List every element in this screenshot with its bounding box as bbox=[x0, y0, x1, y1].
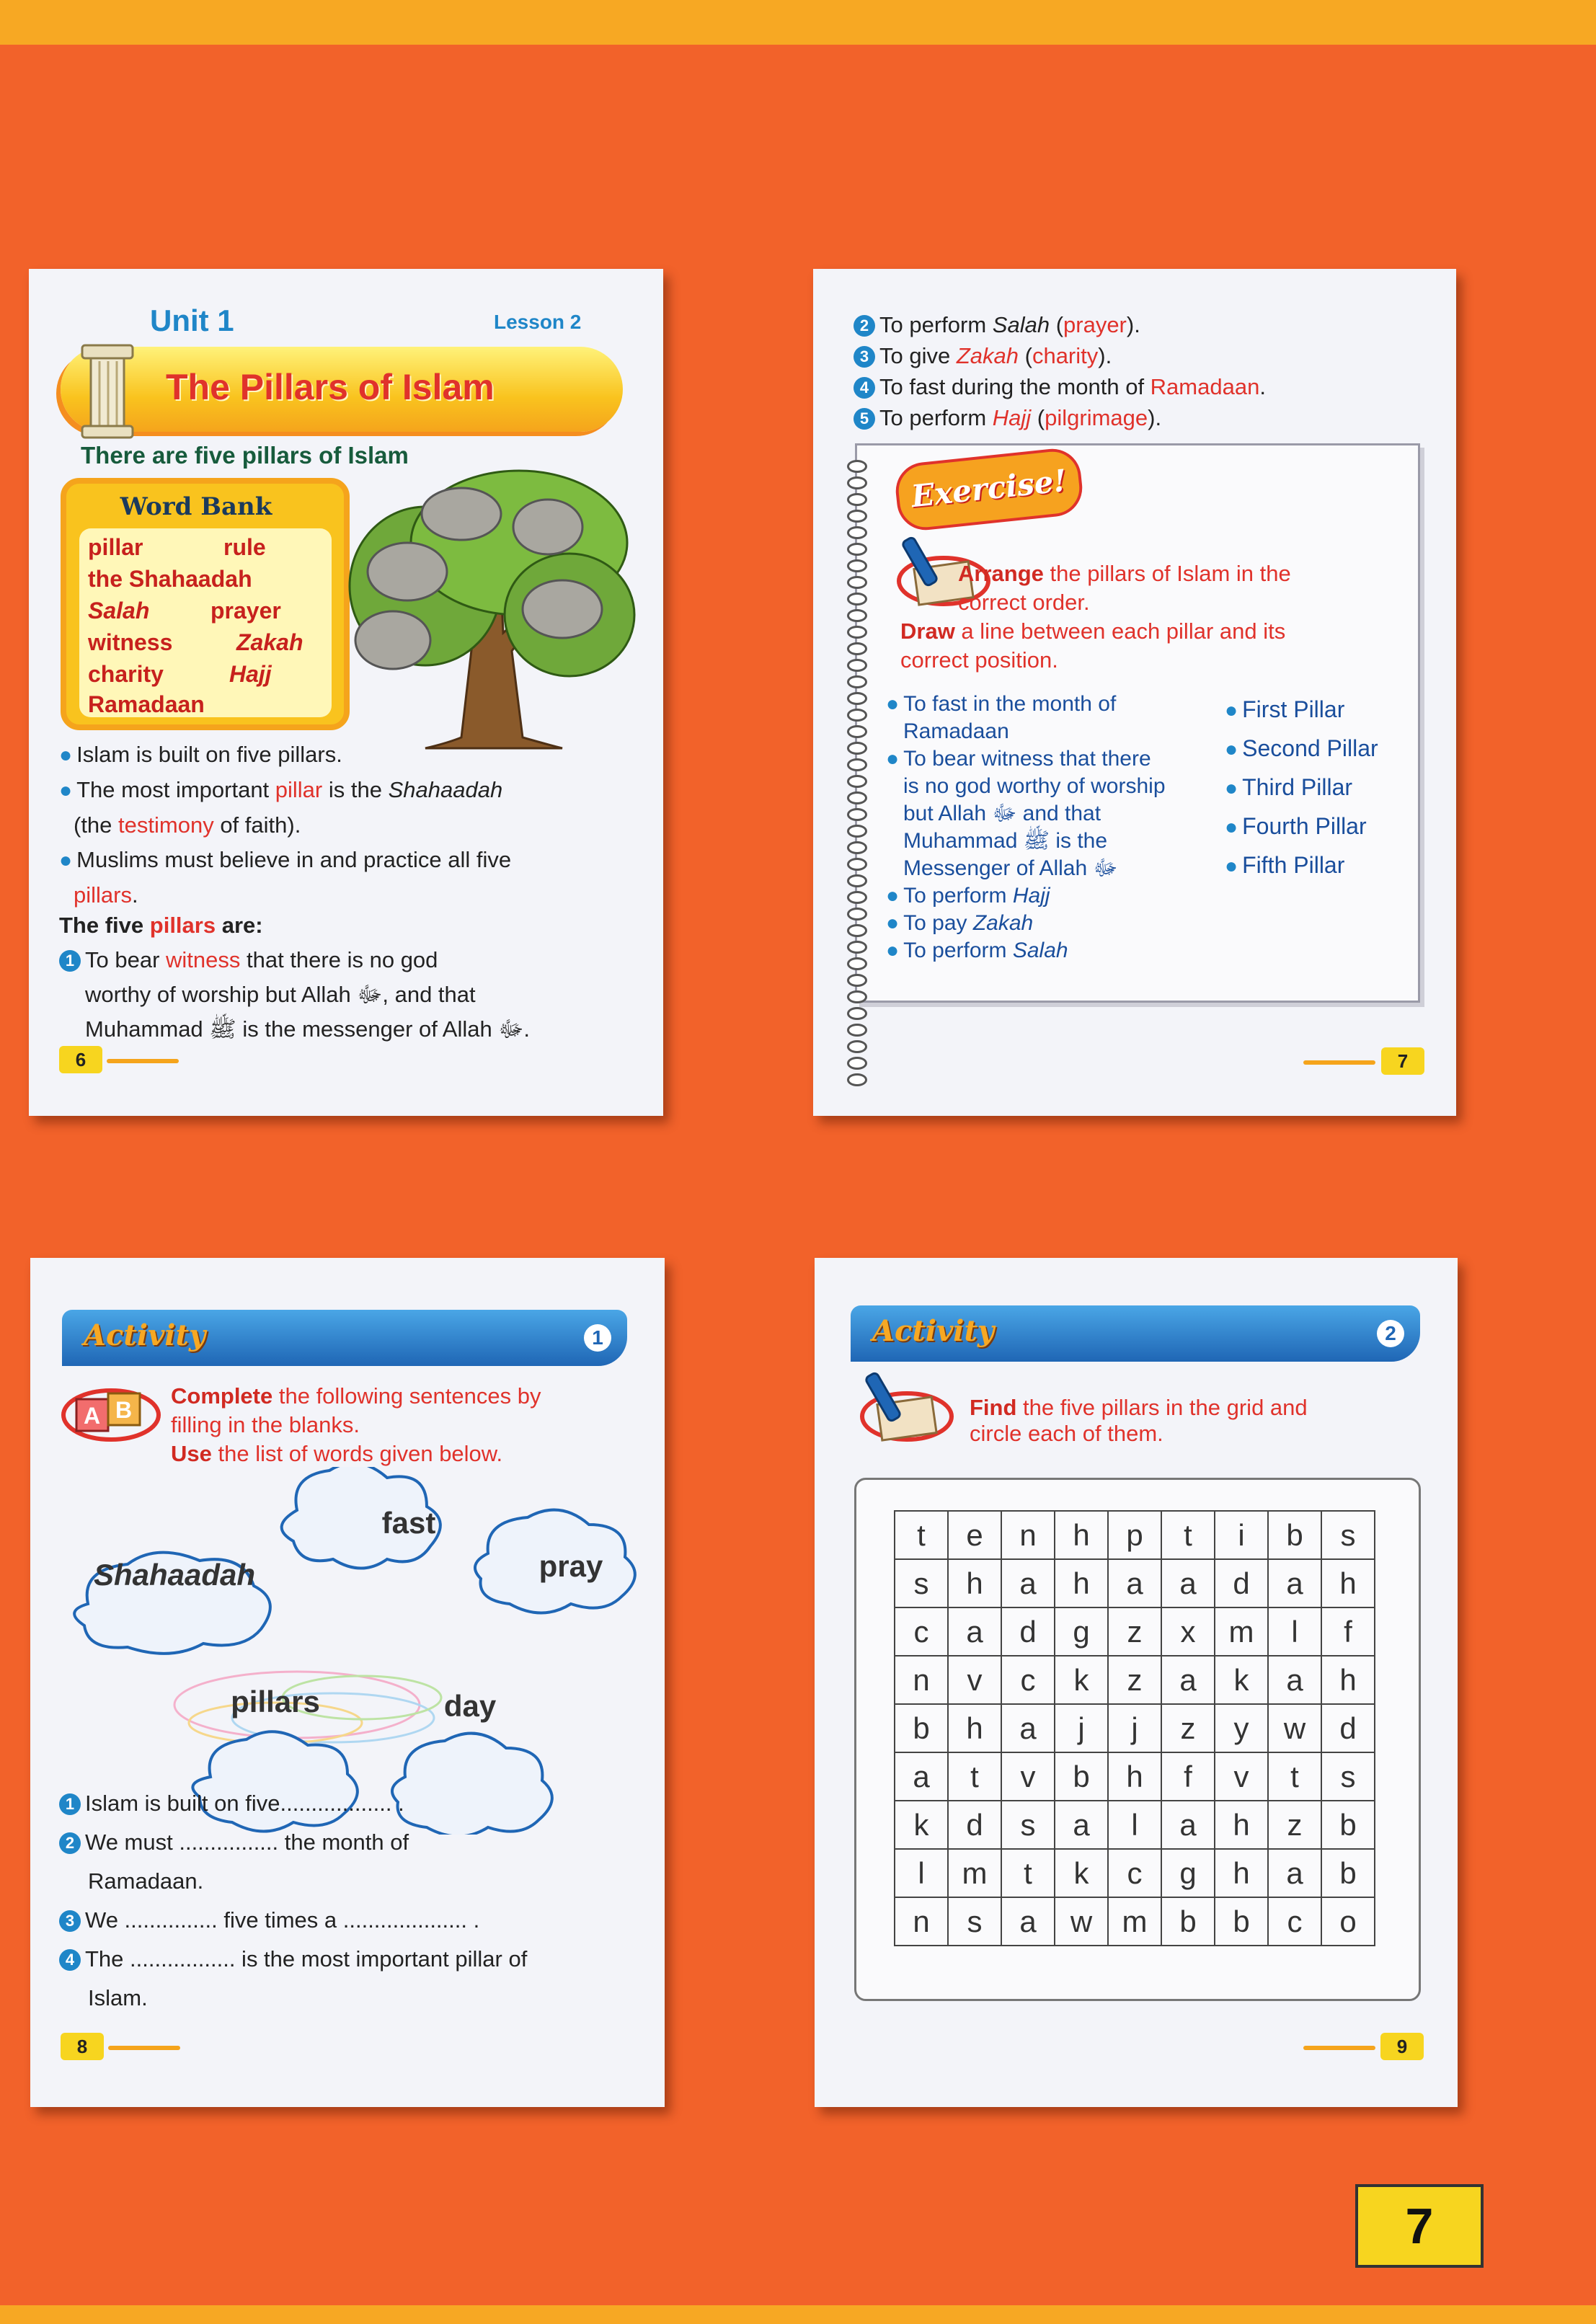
pillar-description: ● To perform Salah bbox=[886, 939, 1068, 962]
grid-letter-cell[interactable]: z bbox=[1108, 1607, 1161, 1656]
svg-text:A: A bbox=[84, 1403, 101, 1429]
pillar-order-item: ● Fifth Pillar bbox=[1225, 852, 1345, 878]
grid-letter-cell[interactable]: p bbox=[1108, 1511, 1161, 1559]
grid-letter-cell[interactable]: a bbox=[1161, 1559, 1215, 1607]
pillar-description-cont: Messenger of Allah ﷻ bbox=[903, 856, 1118, 880]
grid-letter-cell[interactable]: z bbox=[1161, 1704, 1215, 1752]
pillar-description: ● To perform Hajj bbox=[886, 884, 1050, 908]
grid-letter-cell[interactable]: b bbox=[1321, 1849, 1375, 1897]
cloud-word-fast: fast bbox=[381, 1506, 436, 1540]
grid-letter-cell[interactable]: d bbox=[1321, 1704, 1375, 1752]
grid-letter-cell[interactable]: h bbox=[1055, 1559, 1108, 1607]
grid-letter-cell[interactable]: h bbox=[948, 1704, 1001, 1752]
activity-banner bbox=[851, 1305, 1420, 1362]
word-bank-word: Hajj bbox=[229, 661, 272, 687]
grid-letter-cell[interactable]: s bbox=[895, 1559, 948, 1607]
grid-letter-cell[interactable]: c bbox=[1268, 1897, 1321, 1946]
lesson-label: Lesson 2 bbox=[494, 311, 582, 333]
grid-letter-cell[interactable]: s bbox=[1321, 1752, 1375, 1801]
grid-letter-cell[interactable]: l bbox=[1268, 1607, 1321, 1656]
page-number: 7 bbox=[1381, 1047, 1424, 1075]
grid-letter-cell[interactable]: h bbox=[1108, 1752, 1161, 1801]
grid-letter-cell[interactable]: a bbox=[1161, 1656, 1215, 1704]
grid-letter-cell[interactable]: k bbox=[1215, 1656, 1268, 1704]
pillar-item-1-cont: worthy of worship but Allah ﷻ, and that bbox=[85, 982, 476, 1007]
activity-instruction: Complete the following sentences by filling in the blanks. Use the list of words given below. bbox=[171, 1383, 541, 1466]
pillar-description: ● To bear witness that there bbox=[886, 747, 1151, 771]
grid-letter-cell[interactable]: s bbox=[1001, 1801, 1055, 1849]
grid-letter-cell[interactable]: a bbox=[895, 1752, 948, 1801]
grid-letter-cell[interactable]: g bbox=[1055, 1607, 1108, 1656]
page-number-line bbox=[107, 1059, 179, 1063]
grid-letter-cell[interactable]: c bbox=[895, 1607, 948, 1656]
bottom-border-strip bbox=[0, 2305, 1596, 2324]
pillar-description: ● To pay Zakah bbox=[886, 911, 1034, 935]
grid-letter-cell[interactable]: b bbox=[1055, 1752, 1108, 1801]
grid-letter-cell[interactable]: e bbox=[948, 1511, 1001, 1559]
word-bank-word: charity bbox=[88, 661, 164, 687]
pillar-description-cont: Ramadaan bbox=[903, 719, 1009, 743]
abc-blocks-icon bbox=[55, 1378, 163, 1450]
page-number-line bbox=[108, 2046, 180, 2050]
grid-letter-cell[interactable]: w bbox=[1055, 1897, 1108, 1946]
word-bank-word: rule bbox=[223, 534, 266, 560]
grid-letter-cell[interactable]: a bbox=[1268, 1559, 1321, 1607]
grid-letter-cell[interactable]: a bbox=[1268, 1656, 1321, 1704]
pillar-description-cont: is no god worthy of worship bbox=[903, 774, 1166, 798]
activity-label: Activity bbox=[84, 1318, 206, 1352]
bullet-item-cont: (the testimony of faith). bbox=[74, 812, 301, 838]
activity-label: Activity bbox=[872, 1314, 995, 1348]
grid-letter-cell[interactable]: t bbox=[948, 1752, 1001, 1801]
grid-letter-cell[interactable]: b bbox=[1268, 1511, 1321, 1559]
grid-letter-cell[interactable]: x bbox=[1161, 1607, 1215, 1656]
grid-letter-cell[interactable]: l bbox=[1108, 1801, 1161, 1849]
top-border-strip bbox=[0, 0, 1596, 45]
grid-letter-cell[interactable]: n bbox=[1001, 1511, 1055, 1559]
word-search-grid bbox=[894, 1510, 1375, 1946]
pillar-order-item: ● First Pillar bbox=[1225, 696, 1345, 722]
grid-letter-cell[interactable]: k bbox=[1055, 1849, 1108, 1897]
grid-letter-cell[interactable]: y bbox=[1215, 1704, 1268, 1752]
exercise-badge: Exercise! bbox=[893, 446, 1085, 533]
grid-letter-cell[interactable]: c bbox=[1001, 1656, 1055, 1704]
pillar-order-item: ● Second Pillar bbox=[1225, 735, 1378, 761]
grid-row bbox=[895, 1849, 1375, 1897]
pillar-column-icon bbox=[75, 341, 140, 442]
grid-letter-cell[interactable]: h bbox=[1215, 1849, 1268, 1897]
pillar-description-cont: Muhammad ﷺ is the bbox=[903, 829, 1108, 853]
book-page-9 bbox=[815, 1258, 1458, 2107]
bullet-item: ● Muslims must believe in and practice all five bbox=[59, 847, 512, 872]
grid-letter-cell[interactable]: h bbox=[1215, 1801, 1268, 1849]
grid-letter-cell[interactable]: t bbox=[1001, 1849, 1055, 1897]
grid-letter-cell[interactable]: t bbox=[895, 1511, 948, 1559]
word-bank bbox=[61, 478, 350, 730]
bullet-item-cont: pillars. bbox=[74, 882, 138, 908]
pillar-items-2-5 bbox=[854, 309, 1430, 433]
grid-letter-cell[interactable]: b bbox=[1215, 1897, 1268, 1946]
grid-letter-cell[interactable]: n bbox=[895, 1656, 948, 1704]
book-page-7 bbox=[813, 269, 1456, 1116]
intro-text: There are five pillars of Islam bbox=[81, 442, 409, 469]
page-number: 9 bbox=[1380, 2033, 1424, 2060]
pen-writing-icon bbox=[849, 1366, 957, 1445]
word-bank-word: the Shahaadah bbox=[88, 566, 252, 592]
grid-row bbox=[895, 1656, 1375, 1704]
grid-letter-cell[interactable]: b bbox=[1321, 1801, 1375, 1849]
activity-banner bbox=[62, 1310, 627, 1366]
page-number: 8 bbox=[61, 2033, 104, 2060]
five-pillars-heading: The five pillars are: bbox=[59, 913, 263, 938]
notebook-spiral bbox=[847, 460, 867, 1090]
page-number-line bbox=[1303, 1060, 1375, 1065]
grid-letter-cell[interactable]: a bbox=[1001, 1559, 1055, 1607]
grid-letter-cell[interactable]: z bbox=[1268, 1801, 1321, 1849]
activity-number: 2 bbox=[1377, 1320, 1404, 1347]
cloud-word-pray: pray bbox=[538, 1549, 603, 1583]
grid-letter-cell[interactable]: a bbox=[1268, 1849, 1321, 1897]
grid-row bbox=[895, 1801, 1375, 1849]
pillar-order-list bbox=[1225, 691, 1412, 885]
exercise-notebook bbox=[855, 443, 1420, 1003]
grid-row bbox=[895, 1559, 1375, 1607]
pillar-item: 5 To perform Hajj (pilgrimage). bbox=[854, 402, 1430, 433]
cloud-word-shahaadah: Shahaadah bbox=[93, 1558, 256, 1592]
word-bank-word: Zakah bbox=[236, 629, 303, 655]
grid-letter-cell[interactable]: h bbox=[948, 1559, 1001, 1607]
grid-letter-cell[interactable]: a bbox=[1161, 1801, 1215, 1849]
pillar-item-1-cont: Muhammad ﷺ is the messenger of Allah ﷻ. bbox=[85, 1016, 530, 1042]
grid-letter-cell[interactable]: m bbox=[1215, 1607, 1268, 1656]
grid-letter-cell[interactable]: s bbox=[948, 1897, 1001, 1946]
grid-letter-cell[interactable]: f bbox=[1321, 1607, 1375, 1656]
grid-letter-cell[interactable]: j bbox=[1055, 1704, 1108, 1752]
grid-letter-cell[interactable]: d bbox=[1001, 1607, 1055, 1656]
grid-letter-cell[interactable]: h bbox=[1055, 1511, 1108, 1559]
grid-letter-cell[interactable]: c bbox=[1108, 1849, 1161, 1897]
lesson-title: The Pillars of Islam bbox=[166, 367, 495, 407]
word-bank-word: pillar bbox=[88, 534, 143, 560]
grid-letter-cell[interactable]: v bbox=[948, 1656, 1001, 1704]
book-page-8 bbox=[30, 1258, 665, 2107]
grid-letter-cell[interactable]: n bbox=[895, 1897, 948, 1946]
grid-letter-cell[interactable]: h bbox=[1321, 1559, 1375, 1607]
grid-letter-cell[interactable]: a bbox=[1108, 1559, 1161, 1607]
activity-instruction: Find the five pillars in the grid and circle each of them. bbox=[970, 1395, 1308, 1446]
sentence-item: 4 The ................. is the most important pillar of bbox=[59, 1940, 650, 1979]
word-bank-word: Salah bbox=[88, 598, 150, 624]
grid-letter-cell[interactable]: l bbox=[895, 1849, 948, 1897]
pillar-order-item: ● Third Pillar bbox=[1225, 774, 1353, 800]
grid-letter-cell[interactable]: v bbox=[1001, 1752, 1055, 1801]
bullet-item: ● The most important pillar is the Shahaadah bbox=[59, 777, 503, 802]
activity-number: 1 bbox=[584, 1324, 611, 1352]
page-number-line bbox=[1303, 2046, 1375, 2050]
grid-row bbox=[895, 1704, 1375, 1752]
bullet-list bbox=[59, 737, 636, 1047]
grid-row bbox=[895, 1607, 1375, 1656]
grid-letter-cell[interactable]: h bbox=[1321, 1656, 1375, 1704]
grid-letter-cell[interactable]: w bbox=[1268, 1704, 1321, 1752]
grid-letter-cell[interactable]: t bbox=[1161, 1511, 1215, 1559]
grid-letter-cell[interactable]: v bbox=[1215, 1752, 1268, 1801]
fill-in-sentences bbox=[59, 1784, 650, 2018]
grid-letter-cell[interactable]: z bbox=[1108, 1656, 1161, 1704]
bullet-item: ● Islam is built on five pillars. bbox=[59, 742, 342, 767]
page-number: 6 bbox=[59, 1046, 102, 1073]
pillar-item-1: 1 To bear witness that there is no god bbox=[59, 943, 636, 977]
grid-letter-cell[interactable]: a bbox=[948, 1607, 1001, 1656]
grid-letter-cell[interactable]: b bbox=[1161, 1897, 1215, 1946]
grid-letter-cell[interactable]: f bbox=[1161, 1752, 1215, 1801]
pillar-description-cont: but Allah ﷻ and that bbox=[903, 802, 1101, 825]
grid-row bbox=[895, 1511, 1375, 1559]
sentence-item: 2 We must ................ the month of bbox=[59, 1823, 650, 1862]
word-bank-word: prayer bbox=[210, 598, 281, 624]
word-bank-word: Ramadaan bbox=[88, 691, 205, 717]
grid-letter-cell[interactable]: a bbox=[1055, 1801, 1108, 1849]
grid-letter-cell[interactable]: m bbox=[948, 1849, 1001, 1897]
sentence-item: 1 Islam is built on five.................. . bbox=[59, 1784, 650, 1823]
grid-letter-cell[interactable]: k bbox=[895, 1801, 948, 1849]
grid-letter-cell[interactable]: i bbox=[1215, 1511, 1268, 1559]
grid-letter-cell[interactable]: k bbox=[1055, 1656, 1108, 1704]
instruction-draw: Draw a line between each pillar and its correct position. bbox=[900, 618, 1286, 673]
cloud-word-day: day bbox=[443, 1689, 497, 1723]
pillars-tree-illustration bbox=[339, 464, 642, 752]
pillar-description-list bbox=[886, 691, 1218, 964]
grid-row bbox=[895, 1897, 1375, 1946]
word-bank-list bbox=[79, 528, 332, 717]
unit-label: Unit 1 bbox=[150, 303, 234, 337]
pillar-item: 2 To perform Salah (prayer). bbox=[854, 309, 1430, 340]
svg-text:B: B bbox=[115, 1397, 133, 1423]
grid-row bbox=[895, 1752, 1375, 1801]
grid-letter-cell[interactable]: a bbox=[1001, 1897, 1055, 1946]
grid-letter-cell[interactable]: b bbox=[895, 1704, 948, 1752]
grid-letter-cell[interactable]: a bbox=[1001, 1704, 1055, 1752]
cloud-word-pillars: pillars bbox=[231, 1685, 320, 1718]
grid-letter-cell[interactable]: t bbox=[1268, 1752, 1321, 1801]
instruction-arrange: Arrange the pillars of Islam in the correct order. bbox=[958, 561, 1291, 615]
grid-letter-cell[interactable]: o bbox=[1321, 1897, 1375, 1946]
sheet-page-number: 7 bbox=[1355, 2184, 1484, 2268]
sentence-item: 3 We ............... five times a .................... . bbox=[59, 1901, 650, 1940]
grid-letter-cell[interactable]: j bbox=[1108, 1704, 1161, 1752]
word-bank-title: Word Bank bbox=[120, 492, 272, 521]
sentence-item-cont: Ramadaan. bbox=[88, 1868, 204, 1894]
grid-letter-cell[interactable]: d bbox=[948, 1801, 1001, 1849]
pillar-description: ● To fast in the month of bbox=[886, 692, 1117, 716]
pillar-item: 3 To give Zakah (charity). bbox=[854, 340, 1430, 371]
pillar-order-item: ● Fourth Pillar bbox=[1225, 813, 1367, 839]
sentence-item-cont: Islam. bbox=[88, 1985, 148, 2010]
word-bank-word: witness bbox=[88, 629, 173, 655]
grid-letter-cell[interactable]: s bbox=[1321, 1511, 1375, 1559]
book-page-6 bbox=[29, 269, 663, 1116]
grid-letter-cell[interactable]: d bbox=[1215, 1559, 1268, 1607]
pillar-item: 4 To fast during the month of Ramadaan. bbox=[854, 371, 1430, 402]
grid-letter-cell[interactable]: m bbox=[1108, 1897, 1161, 1946]
grid-letter-cell[interactable]: g bbox=[1161, 1849, 1215, 1897]
